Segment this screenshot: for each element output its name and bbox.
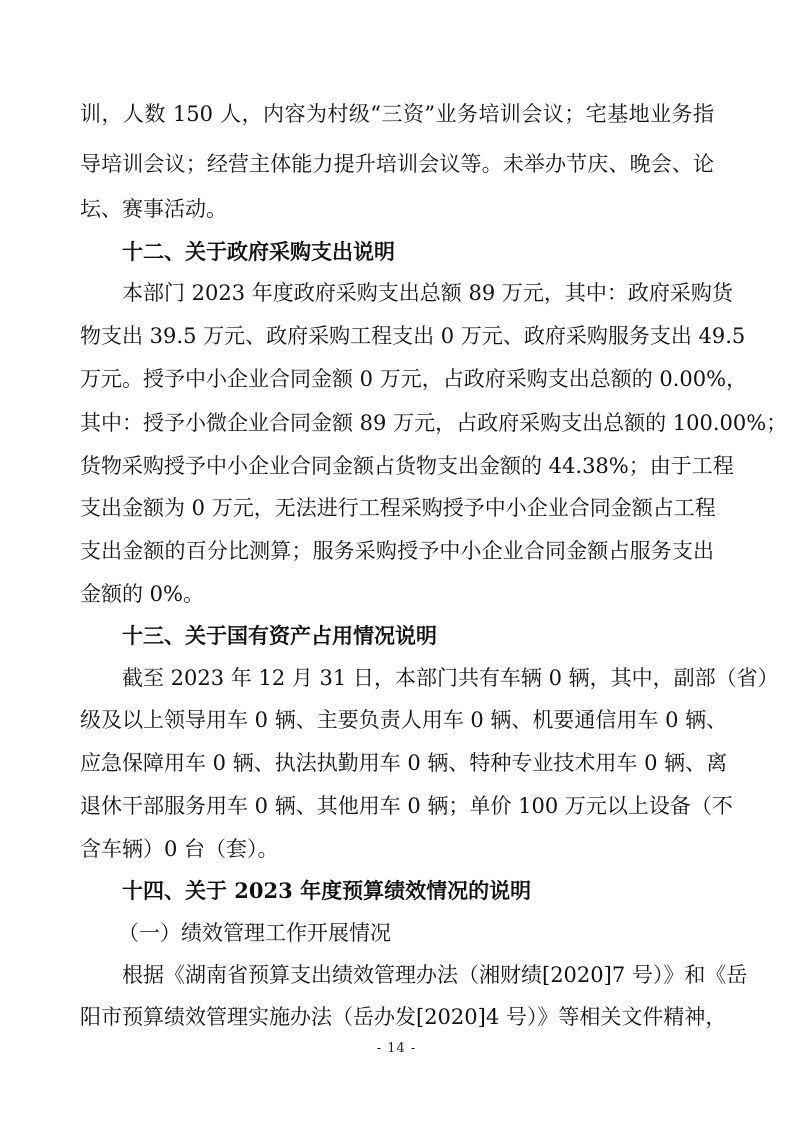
body-text-line: 级及以上领导用车 0 辆、主要负责人用车 0 辆、机要通信用车 0 辆、 (80, 708, 728, 732)
section-heading-13: 十三、关于国有资产占用情况说明 (122, 623, 437, 648)
body-text-line: 坛、赛事活动。 (80, 197, 227, 221)
body-text-line: 其中：授予小微企业合同金额 89 万元，占政府采购支出总额的 100.00%； (80, 411, 788, 435)
body-text-line: 根据《湖南省预算支出绩效管理办法（湘财绩[2020]7 号）》和《岳 (122, 963, 748, 987)
body-text-line: 截至 2023 年 12 月 31 日，本部门共有车辆 0 辆，其中，副部（省） (122, 666, 779, 690)
section-heading-14: 十四、关于 2023 年度预算绩效情况的说明 (122, 878, 532, 903)
body-text-line: 导培训会议；经营主体能力提升培训会议等。未举办节庆、晚会、论 (80, 152, 714, 176)
body-text-line: 训，人数 150 人，内容为村级“三资”业务培训会议；宅基地业务指 (80, 102, 714, 126)
body-text-line: 本部门 2023 年度政府采购支出总额 89 万元，其中：政府采购货 (122, 281, 733, 305)
body-text-line: 支出金额为 0 万元，无法进行工程采购授予中小企业合同金额占工程 (80, 496, 716, 520)
body-text-line: 金额的 0%。 (80, 582, 204, 606)
body-text-line: 含车辆）0 台（套）。 (80, 837, 279, 861)
body-text-line: 万元。授予中小企业合同金额 0 万元，占政府采购支出总额的 0.00%， (80, 367, 748, 391)
body-text-line: 阳市预算绩效管理实施办法（岳办发[2020]4 号）》等相关文件精神， (80, 1005, 727, 1029)
section-heading-12: 十二、关于政府采购支出说明 (122, 239, 395, 264)
body-text-line: 支出金额的百分比测算；服务采购授予中小企业合同金额占服务支出 (80, 539, 714, 563)
body-text-line: 货物采购授予中小企业合同金额占货物支出金额的 44.38%；由于工程 (80, 454, 734, 478)
page-number: - 14 - (376, 1041, 417, 1056)
body-text-line: 退休干部服务用车 0 辆、其他用车 0 辆；单价 100 万元以上设备（不 (80, 794, 733, 818)
body-text-line: 物支出 39.5 万元、政府采购工程支出 0 万元、政府采购服务支出 49.5 (80, 324, 746, 348)
body-text-line: 应急保障用车 0 辆、执法执勤用车 0 辆、特种专业技术用车 0 辆、离 (80, 751, 728, 775)
subsection-heading: （一）绩效管理工作开展情况 (118, 921, 391, 945)
